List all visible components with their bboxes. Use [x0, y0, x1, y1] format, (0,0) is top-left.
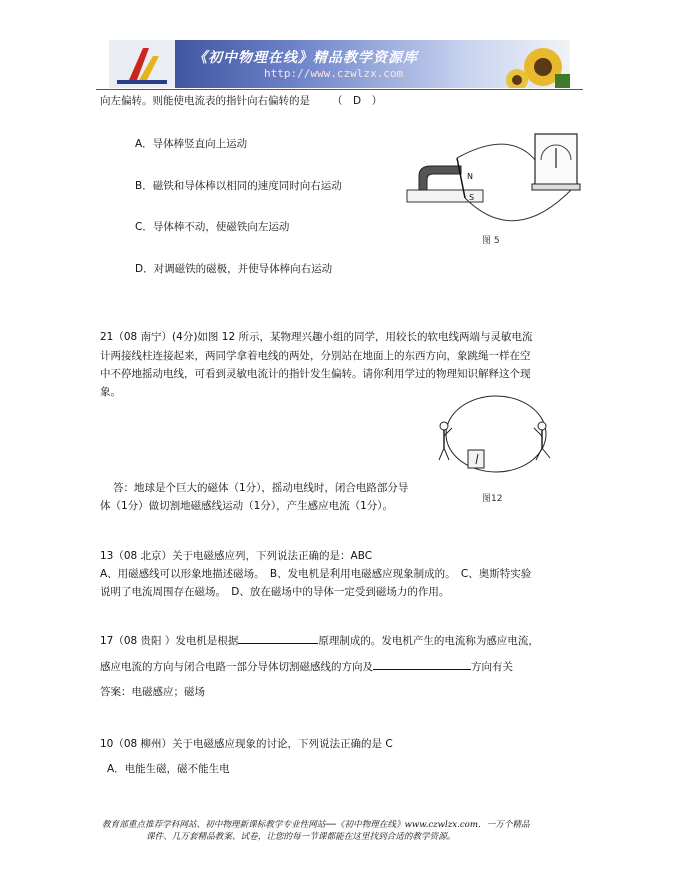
option-c: C．导体棒不动，使磁铁向左运动 — [135, 221, 290, 233]
swinging-wire — [446, 396, 546, 472]
option-d: D．对调磁铁的磁极，并使导体棒向右运动 — [135, 263, 333, 275]
header-banner — [109, 40, 570, 88]
q10-stem: 10（08 柳州）关于电磁感应现象的讨论，下列说法正确的是 C — [100, 738, 393, 750]
student-right-icon — [534, 422, 550, 460]
header-rule — [96, 89, 583, 90]
q21-line-2: 计两接线柱连接起来，两同学拿着电线的两处，分别站在地面上的东西方向，象跳绳一样在空 — [100, 350, 531, 362]
figure-12-illustration — [430, 388, 560, 476]
question-stem-tail: 向左偏转。则能使电流表的指针向右偏转的是 （ D ） — [100, 95, 383, 107]
sunflower-icon — [506, 48, 570, 88]
figure-5-caption: 图 5 — [482, 236, 500, 246]
q21-answer-line-1: 答：地球是个巨大的磁体（1分），摇动电线时，闭合电路部分导 — [113, 482, 409, 494]
label-n: N — [467, 172, 473, 181]
wire-top — [457, 144, 541, 168]
q17-blank-1 — [238, 633, 318, 644]
label-s: S — [469, 193, 475, 202]
footer-line-2: 课件、几万套精品教案、试卷，让您的每一节课都能在这里找到合适的教学资源。 — [146, 832, 456, 842]
q21-line-4: 象。 — [100, 386, 121, 398]
option-a: A．导体棒竖直向上运动 — [135, 138, 248, 150]
q13-stem: 13（08 北京）关于电磁感应列，下列说法正确的是：ABC — [100, 550, 373, 562]
figure-5-apparatus — [405, 128, 590, 246]
footer-line-1: 教育部重点推荐学科网站、初中物理新课标教学专业性网站──《初中物理在线》www.czwlzx.com．一万个精品 — [102, 820, 530, 830]
q17-line-2: 感应电流的方向与闭合电路一部分导体切割磁感线的方向及 方向有关 — [100, 661, 513, 673]
q10-option-a: A．电能生磁，磁不能生电 — [107, 763, 230, 775]
q21-line-3: 中不停地摇动电线，可看到灵敏电流计的指针发生偏转。请你利用学过的物理知识解释这个现 — [100, 368, 531, 380]
q13-options-line-1: A、用磁感线可以形象地描述磁场。 B、发电机是利用电磁感应现象制成的。 C、奥斯特实验 — [100, 568, 532, 580]
q17-line-1: 17（08 贵阳 ）发电机是根据 原理制成的。发电机产生的电流称为感应电流， — [100, 635, 539, 647]
q13-options-line-2: 说明了电流周围存在磁场。 D、放在磁场中的导体一定受到磁场力的作用。 — [100, 586, 450, 598]
figure-12-caption: 图12 — [482, 494, 503, 504]
horseshoe-magnet-icon — [419, 166, 461, 190]
banner-title: 《初中物理在线》精品教学资源库 — [193, 50, 418, 66]
question-answer: （ D ） — [332, 95, 383, 107]
galvanometer-icon — [468, 450, 484, 468]
q21-line-1: 21（08 南宁）(4分)如图 12 所示，某物理兴趣小组的同学，用较长的软电线两端与灵敏电流 — [100, 331, 533, 343]
option-b: B．磁铁和导体棒以相同的速度同时向右运动 — [135, 180, 342, 192]
q17-blank-2 — [373, 659, 471, 670]
q21-answer-line-2: 体（1分）做切割地磁感线运动（1分），产生感应电流（1分）。 — [100, 500, 394, 512]
banner-url[interactable]: http://www.czwlzx.com — [264, 67, 404, 80]
student-left-icon — [439, 422, 452, 460]
q17-answer: 答案：电磁感应；磁场 — [100, 686, 205, 698]
